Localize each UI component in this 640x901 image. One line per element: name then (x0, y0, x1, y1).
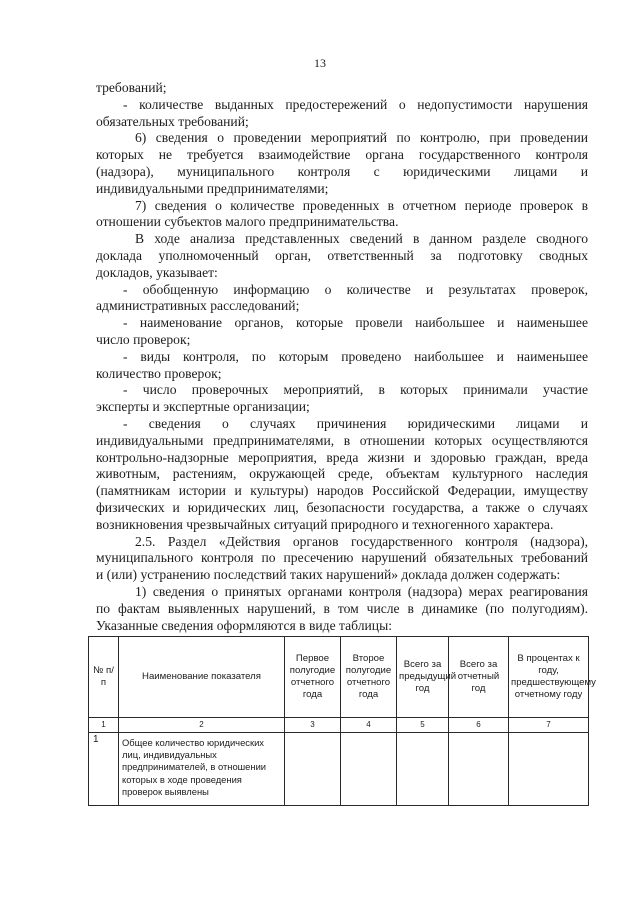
text-line: требований; (96, 80, 167, 95)
text-line: доклада уполномоченный орган, ответственный за подготовку сводных (96, 247, 588, 263)
column-number: 6 (449, 718, 509, 733)
text-line: 1) сведения о принятых органами контроля (надзора) мерах реагирования (135, 583, 588, 599)
text-line: 6) сведения о проведении мероприятий по контролю, при проведении (135, 130, 588, 146)
text-line: (памятникам истории и культуры) народов Российской Федерации, имуществу (96, 483, 588, 499)
indicator-name: Общее количество юридических лиц, индивидуальных предпринимателей, в отношении которых в ходе проведения проверок выявлены (119, 733, 285, 806)
second-half-value (341, 733, 397, 806)
header-reporting-year-total: Всего за отчетный год (449, 637, 509, 718)
text-line: Указанные сведения оформляются в виде таблицы: (96, 617, 392, 633)
text-line: - число проверочных мероприятий, в которых принимали участие (123, 382, 588, 398)
text-line: 2.5. Раздел «Действия органов государственного контроля (надзора), (135, 533, 588, 549)
text-line: возникновения чрезвычайных ситуаций природного и техногенного характера. (96, 516, 554, 532)
text-line: животным, растениям, окружающей среде, объектам культурного наследия (96, 466, 588, 482)
column-number: 5 (397, 718, 449, 733)
row-number: 1 (89, 733, 119, 806)
text-line: число проверок; (96, 331, 191, 347)
page-number: 13 (314, 56, 326, 70)
text-line: по фактам выявленных нарушений, в том числе в динамике (по полугодиям). (96, 600, 588, 616)
text-line: индивидуальными предпринимателями; (96, 180, 329, 196)
table-row (89, 733, 589, 806)
header-indicator-name: Наименование показателя (119, 637, 285, 718)
text-line: которых не требуется взаимодействие органа государственного контроля (96, 147, 588, 163)
text-line: (надзора), муниципального контроля с юридическими лицами и (96, 163, 588, 179)
header-percent-previous-year: В процентах к году, предшествующему отчетному году (509, 637, 589, 718)
text-line: отношении субъектов малого предпринимательства. (96, 214, 399, 230)
text-line: контрольно-надзорные мероприятия, вреда жизни и здоровью граждан, вреда (96, 449, 588, 465)
body-text (96, 80, 588, 634)
table-header-row (89, 637, 589, 718)
previous-year-total-value (397, 733, 449, 806)
header-previous-year-total: Всего за предыдущий год (397, 637, 449, 718)
column-number: 4 (341, 718, 397, 733)
text-line: - виды контроля, по которым проведено наибольшее и наименьшее (123, 348, 588, 364)
text-line: обязательных требований; (96, 113, 249, 129)
text-line: - количестве выданных предостережений о недопустимости нарушения (123, 96, 588, 112)
text-line: количество проверок; (96, 365, 222, 381)
column-number-row (89, 718, 589, 733)
text-line: муниципального контроля по пресечению нарушений обязательных требований (96, 550, 588, 566)
text-line: - обобщенную информацию о количестве и результатах проверок, (123, 281, 588, 297)
reporting-year-total-value (449, 733, 509, 806)
header-first-half: Первое полугодие отчетного года (285, 637, 341, 718)
column-number: 7 (509, 718, 589, 733)
text-line: В ходе анализа представленных сведений в данном разделе сводного (135, 231, 588, 247)
first-half-value (285, 733, 341, 806)
column-number: 2 (119, 718, 285, 733)
percent-value (509, 733, 589, 806)
text-line: - сведения о случаях причинения юридическими лицами и (123, 415, 588, 431)
text-line: административных расследований; (96, 298, 300, 314)
text-line: 7) сведения о количестве проведенных в отчетном периоде проверок в (135, 197, 588, 213)
column-number: 3 (285, 718, 341, 733)
indicators-table (88, 636, 596, 806)
text-line: - наименование органов, которые провели наибольшее и наименьшее (123, 315, 588, 331)
text-line: эксперты и экспертные организации; (96, 399, 310, 415)
text-line: индивидуальными предпринимателями, в отношении которых осуществляются (96, 432, 588, 448)
text-line: докладов, указывает: (96, 264, 218, 280)
text-line: физических и юридических лиц, безопасности государства, а также о случаях (96, 499, 588, 515)
text-line: и (или) устранению последствий таких нарушений» доклада должен содержать: (96, 567, 561, 583)
header-number: № п/п (89, 637, 119, 718)
column-number: 1 (89, 718, 119, 733)
header-second-half: Второе полугодие отчетного года (341, 637, 397, 718)
